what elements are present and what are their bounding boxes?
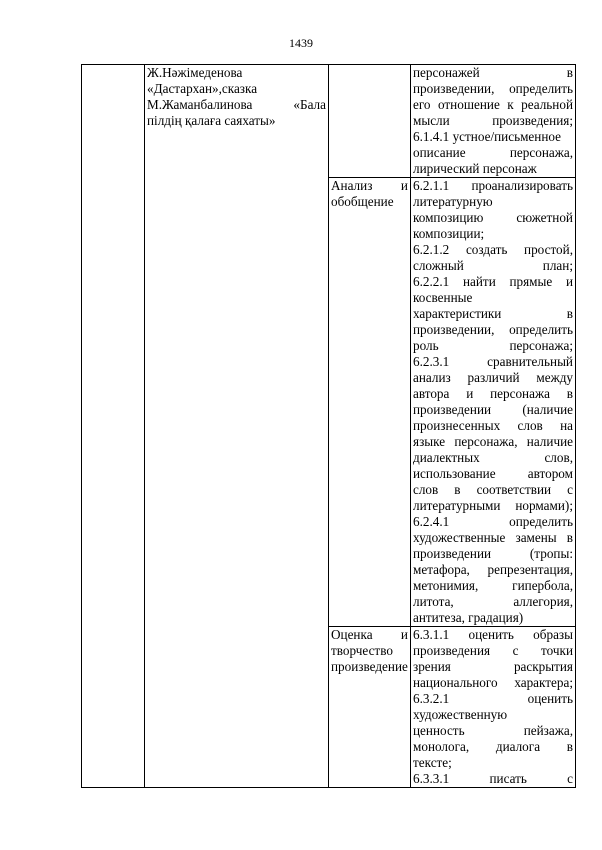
objectives-cell bbox=[411, 627, 576, 788]
text-line: 6.3.2.1 оценить bbox=[413, 691, 573, 706]
text-line: мысли произведения; bbox=[413, 113, 573, 128]
text-line: 6.2.3.1 сравнительный bbox=[413, 354, 573, 369]
text-line: произведении, определить bbox=[413, 81, 573, 96]
text-line: 6.2.1.2 создать простой, bbox=[413, 242, 573, 257]
text-line: 6.3.3.1 писать с bbox=[413, 771, 573, 786]
text-line: характеристики в bbox=[413, 306, 573, 321]
category-line: творчество bbox=[331, 643, 393, 658]
category-line: Оценка и bbox=[331, 627, 408, 642]
text-line: 6.2.4.1 определить bbox=[413, 514, 573, 529]
text-line: тексте; bbox=[413, 755, 452, 770]
category-cell bbox=[329, 65, 411, 178]
text-line: произведении (наличие bbox=[413, 402, 573, 417]
text-line: художественную bbox=[413, 707, 508, 722]
text-line: композиции; bbox=[413, 226, 485, 241]
curriculum-table bbox=[81, 64, 576, 788]
text-line: антитеза, градация) bbox=[413, 610, 524, 625]
category-line: обобщение bbox=[331, 194, 394, 209]
page-number: 1439 bbox=[289, 36, 313, 50]
text-line: произведении (тропы: bbox=[413, 546, 573, 561]
text-line: 6.1.4.1 устное/письменное bbox=[413, 129, 562, 144]
text-line: использование автором bbox=[413, 466, 573, 481]
text-line: произнесенных слов на bbox=[413, 418, 573, 433]
text-line: литературную bbox=[413, 194, 493, 209]
text-line: 6.2.1.1 проанализировать bbox=[413, 178, 573, 193]
category-cell bbox=[329, 178, 411, 627]
text-line: М.Жаманбалинова «Бала bbox=[147, 97, 326, 112]
text-line: национального характера; bbox=[413, 675, 573, 690]
text-line: лирический персонаж bbox=[413, 161, 537, 176]
text-line: метонимия, гипербола, bbox=[413, 578, 573, 593]
text-line: Ж.Нәжімеденова bbox=[147, 65, 243, 80]
text-line: языке персонажа, наличие bbox=[413, 434, 573, 449]
text-line: литературными нормами); bbox=[413, 498, 573, 513]
category-line: Анализ и bbox=[331, 178, 408, 193]
text-line: произведении, определить bbox=[413, 322, 573, 337]
text-line: 6.3.1.1 оценить образы bbox=[413, 627, 573, 642]
category-cell bbox=[329, 627, 411, 788]
text-line: автора и персонажа в bbox=[413, 386, 573, 401]
table-row bbox=[82, 65, 576, 178]
text-line: композицию сюжетной bbox=[413, 210, 573, 225]
category-line: произведение bbox=[331, 659, 408, 674]
text-line: литота, аллегория, bbox=[413, 594, 573, 609]
text-line: сложный план; bbox=[413, 258, 573, 273]
text-line: «Дастархан»,сказка bbox=[147, 81, 258, 96]
text-line: описание персонажа, bbox=[413, 145, 573, 160]
grade-cell bbox=[82, 65, 145, 788]
objectives-cell bbox=[411, 178, 576, 627]
text-line: пілдің қалаға саяхаты» bbox=[147, 113, 276, 128]
text-line: роль персонажа; bbox=[413, 338, 573, 353]
text-line: косвенные bbox=[413, 290, 473, 305]
text-line: анализ различий между bbox=[413, 370, 573, 385]
literature-cell bbox=[145, 65, 329, 788]
text-line: произведения с точки bbox=[413, 643, 573, 658]
objectives-cell bbox=[411, 65, 576, 178]
text-line: слов в соответствии с bbox=[413, 482, 573, 497]
text-line: ценность пейзажа, bbox=[413, 723, 573, 738]
text-line: метафора, репрезентация, bbox=[413, 562, 573, 577]
text-line: персонажей в bbox=[413, 65, 573, 80]
text-line: его отношение к реальной bbox=[413, 97, 573, 112]
text-line: зрения раскрытия bbox=[413, 659, 573, 674]
text-line: диалектных слов, bbox=[413, 450, 573, 465]
text-line: 6.2.2.1 найти прямые и bbox=[413, 274, 573, 289]
text-line: художественные замены в bbox=[413, 530, 573, 545]
text-line: монолога, диалога в bbox=[413, 739, 573, 754]
